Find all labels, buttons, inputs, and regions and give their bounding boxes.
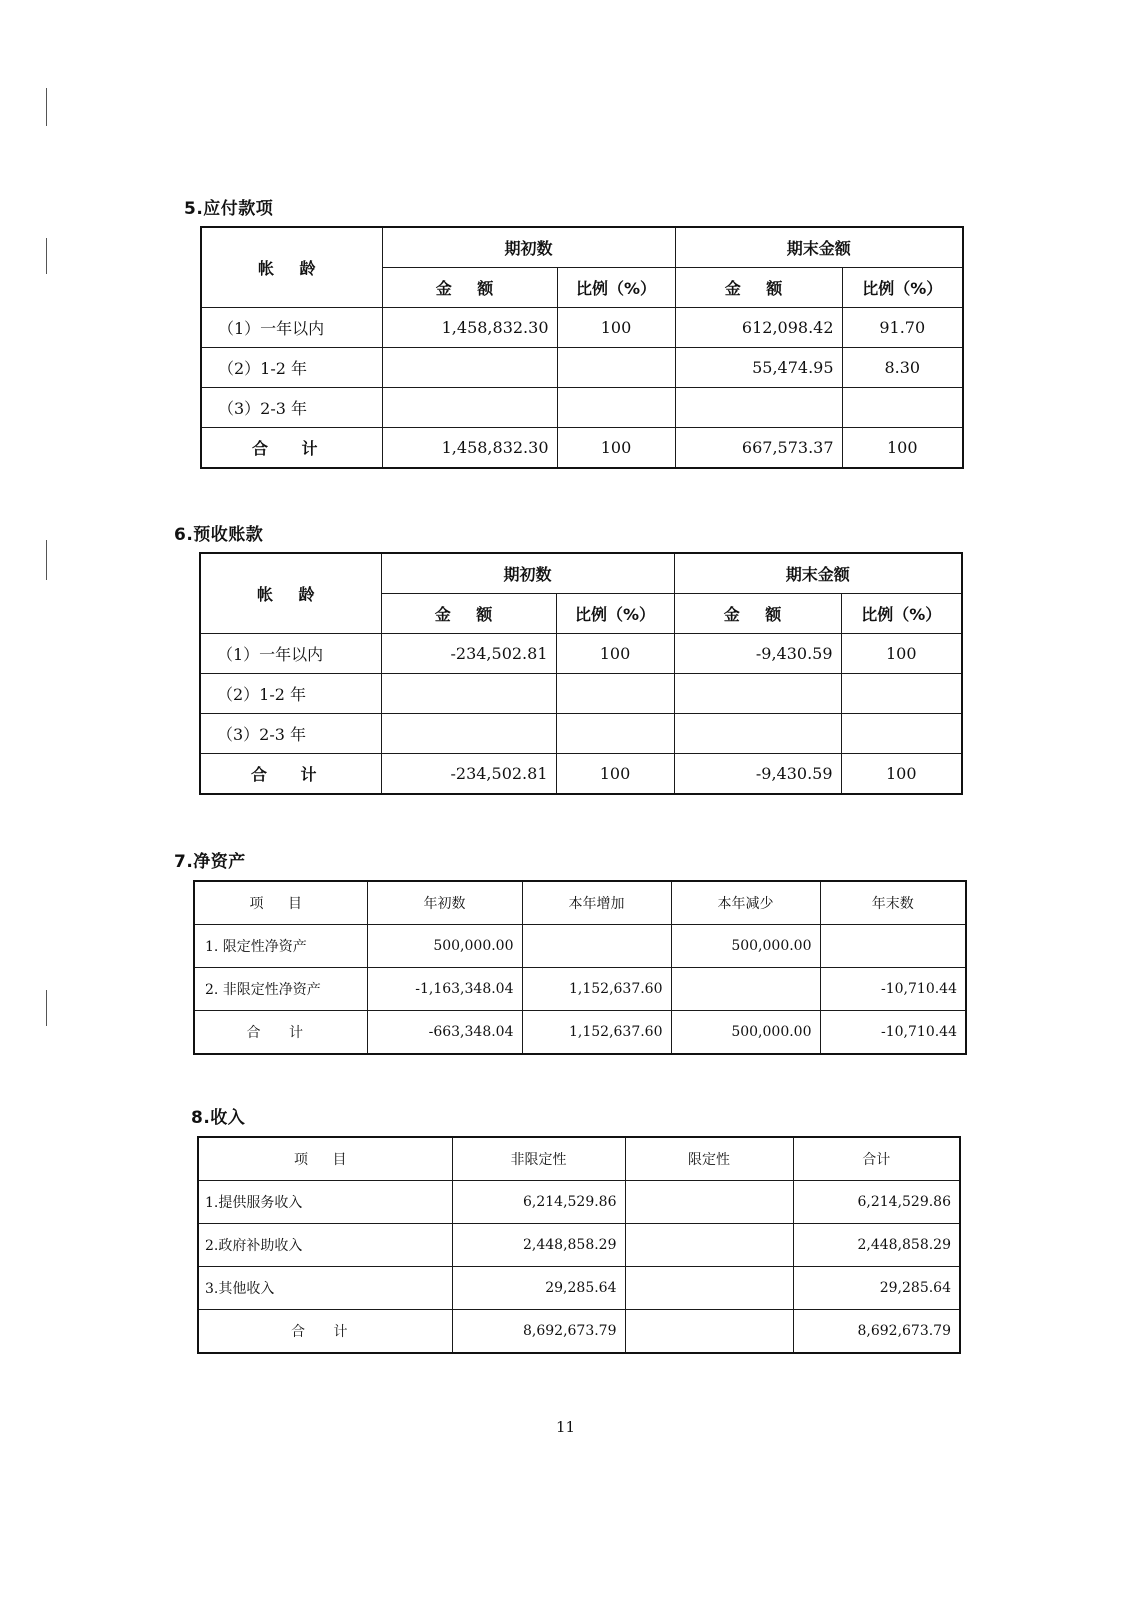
scan-margin-mark (46, 238, 47, 274)
table-total-row (200, 754, 962, 795)
header-amount: 金 额 (674, 594, 841, 634)
opening-amount: 1,458,832.30 (382, 308, 557, 348)
table-row (200, 634, 962, 674)
closing-ratio: 91.70 (842, 308, 963, 348)
header-increase: 本年增加 (522, 881, 671, 925)
header-aging: 帐 龄 (200, 553, 381, 634)
opening-ratio: 100 (557, 308, 675, 348)
table-row (198, 1181, 960, 1224)
page-number: 11 (555, 1418, 576, 1436)
table-row (200, 714, 962, 754)
closing-amount: 612,098.42 (675, 308, 842, 348)
header-end: 年末数 (820, 881, 966, 925)
scan-margin-mark (46, 540, 47, 580)
sum-value: 6,214,529.86 (793, 1181, 960, 1224)
opening-amount (381, 674, 556, 714)
closing-amount (674, 674, 841, 714)
header-ratio: 比例（%） (557, 268, 675, 308)
scan-margin-mark (46, 88, 47, 126)
unrestricted-value: 2,448,858.29 (452, 1224, 625, 1267)
table-row (201, 308, 963, 348)
header-closing: 期末金额 (674, 553, 962, 594)
table-total-row (198, 1310, 960, 1354)
end-value: -10,710.44 (820, 968, 966, 1011)
opening-ratio (556, 674, 674, 714)
header-ratio: 比例（%） (842, 268, 963, 308)
table-row (198, 1267, 960, 1310)
opening-ratio (557, 388, 675, 428)
header-aging: 帐 龄 (201, 227, 382, 308)
advance-receipts-table (199, 552, 963, 795)
header-opening: 期初数 (381, 553, 674, 594)
opening-amount-total: 1,458,832.30 (382, 428, 557, 469)
header-ratio: 比例（%） (556, 594, 674, 634)
table-row (201, 348, 963, 388)
closing-amount (675, 388, 842, 428)
total-label: 合 计 (198, 1310, 452, 1354)
scan-margin-mark (46, 990, 47, 1026)
opening-ratio (557, 348, 675, 388)
header-amount: 金 额 (382, 268, 557, 308)
header-opening: 期初数 (382, 227, 675, 268)
section-title-advance-receipts: 6.预收账款 (174, 525, 264, 545)
unrestricted-total: 8,692,673.79 (452, 1310, 625, 1354)
table-row (198, 1224, 960, 1267)
row-label: （3）2-3 年 (201, 388, 382, 428)
closing-amount-total: 667,573.37 (675, 428, 842, 469)
restricted-total (625, 1310, 793, 1354)
header-closing: 期末金额 (675, 227, 963, 268)
total-label: 合 计 (194, 1011, 367, 1055)
decrease-value (671, 968, 820, 1011)
increase-value: 1,152,637.60 (522, 968, 671, 1011)
opening-ratio: 100 (556, 634, 674, 674)
restricted-value (625, 1224, 793, 1267)
row-label: 1. 限定性净资产 (194, 925, 367, 968)
closing-ratio (841, 714, 962, 754)
header-amount: 金 额 (675, 268, 842, 308)
decrease-total: 500,000.00 (671, 1011, 820, 1055)
restricted-value (625, 1181, 793, 1224)
table-header-row (194, 881, 966, 925)
closing-ratio (842, 388, 963, 428)
closing-ratio-total: 100 (841, 754, 962, 795)
header-decrease: 本年减少 (671, 881, 820, 925)
increase-value (522, 925, 671, 968)
row-label: （1）一年以内 (201, 308, 382, 348)
table-header-row (198, 1137, 960, 1181)
closing-ratio-total: 100 (842, 428, 963, 469)
begin-total: -663,348.04 (367, 1011, 522, 1055)
header-sum: 合计 (793, 1137, 960, 1181)
closing-ratio (841, 674, 962, 714)
decrease-value: 500,000.00 (671, 925, 820, 968)
header-amount: 金 额 (381, 594, 556, 634)
section-title-payables: 5.应付款项 (184, 199, 274, 219)
table-header-row (200, 553, 962, 594)
opening-ratio-total: 100 (557, 428, 675, 469)
table-row (200, 674, 962, 714)
row-label: 2.政府补助收入 (198, 1224, 452, 1267)
header-item: 项 目 (198, 1137, 452, 1181)
closing-amount-total: -9,430.59 (674, 754, 841, 795)
opening-amount (382, 388, 557, 428)
increase-total: 1,152,637.60 (522, 1011, 671, 1055)
opening-ratio (556, 714, 674, 754)
closing-amount: -9,430.59 (674, 634, 841, 674)
table-row (194, 968, 966, 1011)
closing-ratio: 8.30 (842, 348, 963, 388)
opening-amount: -234,502.81 (381, 634, 556, 674)
section-title-revenue: 8.收入 (191, 1108, 246, 1128)
closing-amount: 55,474.95 (675, 348, 842, 388)
table-total-row (201, 428, 963, 469)
sum-total: 8,692,673.79 (793, 1310, 960, 1354)
header-unrestricted: 非限定性 (452, 1137, 625, 1181)
closing-amount (674, 714, 841, 754)
opening-ratio-total: 100 (556, 754, 674, 795)
restricted-value (625, 1267, 793, 1310)
sum-value: 29,285.64 (793, 1267, 960, 1310)
closing-ratio: 100 (841, 634, 962, 674)
header-restricted: 限定性 (625, 1137, 793, 1181)
end-total: -10,710.44 (820, 1011, 966, 1055)
section-title-net-assets: 7.净资产 (174, 852, 246, 872)
header-item: 项 目 (194, 881, 367, 925)
row-label: （2）1-2 年 (200, 674, 381, 714)
row-label: （2）1-2 年 (201, 348, 382, 388)
row-label: （3）2-3 年 (200, 714, 381, 754)
total-label: 合 计 (201, 428, 382, 469)
table-row (194, 925, 966, 968)
row-label: 2. 非限定性净资产 (194, 968, 367, 1011)
opening-amount-total: -234,502.81 (381, 754, 556, 795)
begin-value: 500,000.00 (367, 925, 522, 968)
header-begin: 年初数 (367, 881, 522, 925)
payables-table (200, 226, 964, 469)
begin-value: -1,163,348.04 (367, 968, 522, 1011)
revenue-table (197, 1136, 961, 1354)
total-label: 合 计 (200, 754, 381, 795)
row-label: 3.其他收入 (198, 1267, 452, 1310)
unrestricted-value: 29,285.64 (452, 1267, 625, 1310)
table-row (201, 388, 963, 428)
opening-amount (381, 714, 556, 754)
header-ratio: 比例（%） (841, 594, 962, 634)
unrestricted-value: 6,214,529.86 (452, 1181, 625, 1224)
row-label: （1）一年以内 (200, 634, 381, 674)
table-header-row (201, 227, 963, 268)
row-label: 1.提供服务收入 (198, 1181, 452, 1224)
sum-value: 2,448,858.29 (793, 1224, 960, 1267)
end-value (820, 925, 966, 968)
net-assets-table (193, 880, 967, 1055)
opening-amount (382, 348, 557, 388)
table-total-row (194, 1011, 966, 1055)
